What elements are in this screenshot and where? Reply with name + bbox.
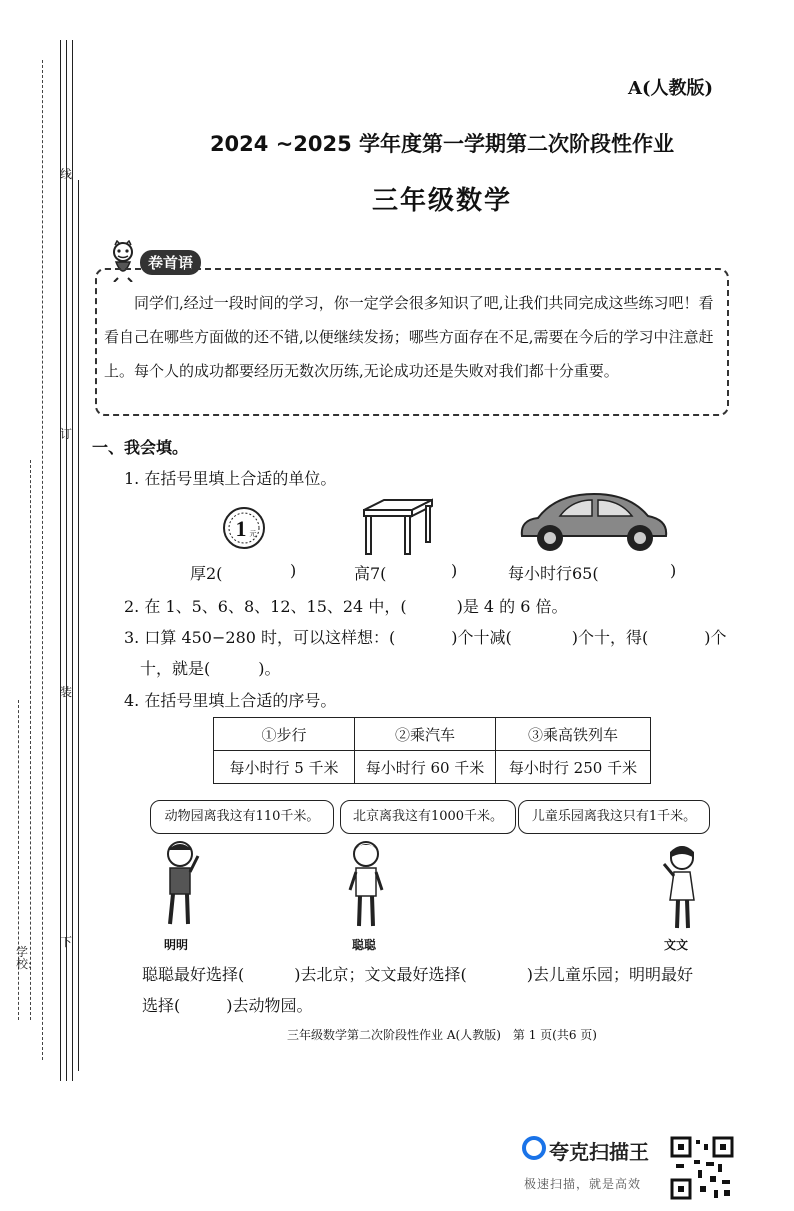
transport-header-train: ③乘高铁列车 <box>496 718 651 751</box>
transport-speed-train: 每小时行 250 千米 <box>496 751 651 784</box>
edition-label: A(人教版) <box>628 78 713 99</box>
q3-part2: )个十减( <box>451 628 512 647</box>
coin-icon <box>222 506 266 550</box>
q4-answer-line2-part1: 选择( <box>142 996 181 1015</box>
subject-title: 三年级数学 <box>371 186 512 216</box>
scanner-logo-icon <box>522 1136 546 1160</box>
kid-name-congcong: 聪聪 <box>352 938 377 952</box>
q2-text-part1: 2. 在 1、5、6、8、12、15、24 中，( <box>124 597 407 616</box>
binding-dash-2 <box>30 460 31 1020</box>
q4-answer-line2-part2: )去动物园。 <box>226 996 313 1015</box>
kid-name-mingming: 明明 <box>164 938 189 952</box>
q3-line1 <box>124 625 727 648</box>
kid-mingming-icon <box>158 838 204 930</box>
kid-congcong-icon <box>344 838 390 930</box>
speech-bubble-park: 儿童乐园离我这只有1千米。 <box>518 800 710 834</box>
transport-speed-walk: 每小时行 5 千米 <box>214 751 355 784</box>
scanner-slogan: 极速扫描，就是高效 <box>524 1177 642 1191</box>
q3-line2-part1: 十，就是( <box>140 659 211 678</box>
q3-part4: )个 <box>704 628 727 647</box>
qr-code-icon <box>670 1136 734 1200</box>
car-icon <box>516 490 672 556</box>
q3-part3: )个十，得( <box>571 628 649 647</box>
q1-thickness-close: ) <box>290 561 297 580</box>
section-heading: 一、我会填。 <box>92 438 189 457</box>
speech-bubble-zoo: 动物园离我这有110千米。 <box>150 800 334 834</box>
binding-line-char: 线 <box>60 167 73 181</box>
q3-line2 <box>140 656 281 679</box>
transport-table <box>213 717 651 784</box>
q4-answer-line2 <box>142 993 313 1016</box>
binding-ding-char: 订 <box>60 427 73 441</box>
q3-part1: 3. 口算 450−280 时，可以这样想：( <box>124 628 396 647</box>
kid-wenwen-icon <box>660 842 702 932</box>
q1-speed-close: ) <box>670 561 677 580</box>
transport-header-walk: ①步行 <box>214 718 355 751</box>
q4-answer-part3: )去儿童乐园；明明最好 <box>526 965 693 984</box>
page-footer: 三年级数学第二次阶段性作业 A(人教版) 第 1 页(共6 页) <box>287 1028 597 1042</box>
binding-xia-char: 下 <box>60 935 73 949</box>
q3-line2-part2: )。 <box>258 659 281 678</box>
page-title: 2024 ~2025 学年度第一学期第二次阶段性作业 <box>209 132 675 156</box>
q2-text <box>124 594 568 617</box>
binding-line-4 <box>78 180 79 1071</box>
q1-height-open: 高7( <box>354 564 387 583</box>
q1-thickness-open: 厚2( <box>190 564 223 583</box>
q4-answer-part2: )去北京；文文最好选择( <box>294 965 467 984</box>
transport-table-row <box>214 751 651 784</box>
q4-text: 4. 在括号里填上合适的序号。 <box>124 691 337 710</box>
intro-tag-label: 卷首语 <box>140 250 201 275</box>
kid-name-wenwen: 文文 <box>664 938 689 952</box>
table-furniture-icon <box>358 498 434 556</box>
transport-header-car: ②乘汽车 <box>355 718 496 751</box>
q2-text-part2: )是 4 的 6 倍。 <box>456 597 568 616</box>
speech-bubble-beijing: 北京离我这有1000千米。 <box>340 800 516 834</box>
q1-text: 1. 在括号里填上合适的单位。 <box>124 469 337 488</box>
binding-zhuang-char: 装 <box>60 685 73 699</box>
scanner-brand: 夸克扫描王 <box>549 1140 649 1164</box>
q4-answer-line1 <box>142 962 693 985</box>
coin-value: 1 <box>235 516 247 541</box>
binding-dash-3 <box>18 700 19 1020</box>
coin-unit: 元 <box>249 530 257 538</box>
q4-answer-part1: 聪聪最好选择( <box>142 965 245 984</box>
intro-text: 同学们,经过一段时间的学习，你一定学会很多知识了吧,让我们共同完成这些练习吧！看看自己在哪些方面做的还不错,以便继续发扬；哪些方面存在不足,需要在今后的学习中注意赶上。每个人的成功都要经历无数次历练,无论成功还是失败对我们都十分重要。 <box>104 294 714 380</box>
transport-table-header-row <box>214 718 651 751</box>
transport-speed-car: 每小时行 60 千米 <box>355 751 496 784</box>
q1-speed-open: 每小时行65( <box>508 564 599 583</box>
school-label: 学校: <box>16 945 33 971</box>
q1-height-close: ) <box>451 561 458 580</box>
